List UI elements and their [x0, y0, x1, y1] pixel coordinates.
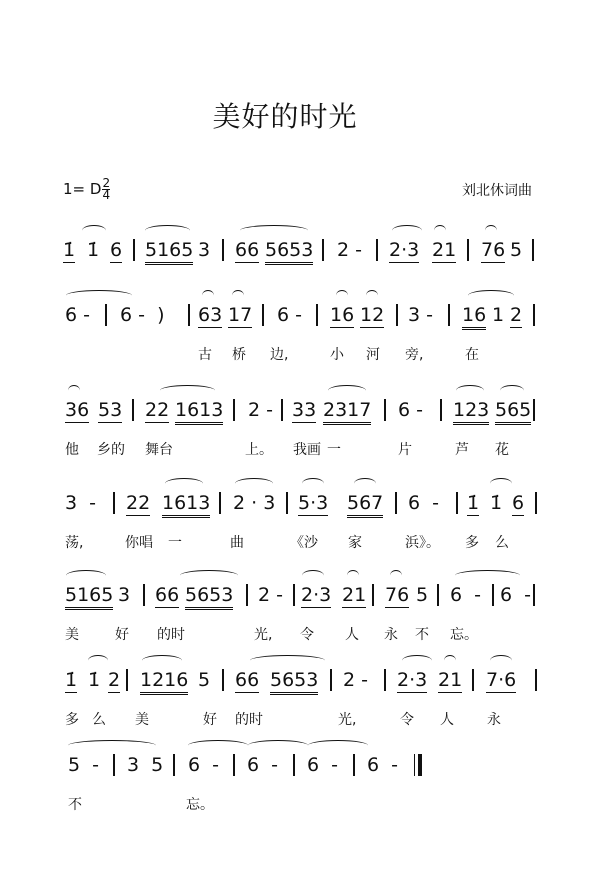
barline: [316, 304, 318, 326]
lyric: 多: [65, 712, 79, 728]
note-group: 76: [385, 584, 410, 606]
lyric: 的时: [235, 712, 263, 728]
composer-credit: 刘北休词曲: [462, 183, 532, 199]
slur-mark: [366, 290, 378, 301]
lyric: 在: [465, 347, 479, 363]
slur-mark: [390, 570, 402, 581]
slur-mark: [142, 655, 182, 666]
slur-mark: [240, 225, 308, 236]
barline: [535, 669, 537, 691]
slur-mark: [490, 478, 512, 489]
lyric: 令: [300, 627, 314, 643]
note-group: 6 -: [307, 754, 339, 776]
note-group: 3 5: [127, 754, 164, 776]
note-group: 2317: [323, 399, 371, 425]
slur-mark: [328, 385, 366, 396]
note-group: 565: [495, 399, 531, 425]
barline: [330, 669, 332, 691]
lyric: 美: [65, 627, 79, 643]
note-group: 5 -: [68, 754, 100, 776]
note-group: 6 - ): [120, 304, 165, 326]
lyric: 的时: [157, 627, 185, 643]
note-group: 2·3: [389, 239, 420, 261]
song-title: 美好的时光: [212, 100, 358, 133]
slur-mark: [490, 655, 512, 666]
note-group: 5165: [145, 239, 193, 265]
lyric: 边,: [270, 347, 289, 363]
barline: [472, 669, 474, 691]
lyric: 古: [198, 347, 212, 363]
note-group: 3 -: [65, 492, 97, 514]
slur-mark: [302, 570, 324, 581]
slur-mark: [444, 655, 456, 666]
slur-mark: [68, 740, 156, 751]
lyric: 花: [495, 442, 509, 458]
lyric: 么: [92, 712, 106, 728]
barline: [532, 239, 534, 261]
note-group: 1̇: [87, 239, 100, 261]
slur-mark: [402, 655, 432, 666]
note-group: 3: [118, 584, 131, 606]
lyric: 舞台: [145, 442, 173, 458]
note-group: 6 -: [408, 492, 440, 514]
note-group: 2 -: [343, 669, 368, 691]
note-group: 5653: [265, 239, 313, 265]
barline: [395, 492, 397, 514]
note-group: 1̇: [88, 669, 101, 691]
note-group: 21: [432, 239, 457, 261]
lyric: 小: [330, 347, 344, 363]
barline: [132, 399, 134, 421]
barline: [105, 304, 107, 326]
note-group: 66: [155, 584, 180, 606]
note-group: 5: [198, 669, 211, 691]
lyric: 片: [398, 442, 412, 458]
barline: [322, 239, 324, 261]
note-group: 6 -: [277, 304, 302, 326]
score-line: [0, 478, 610, 558]
note-group: 2: [108, 669, 121, 691]
lyric: 浜》。: [405, 535, 440, 551]
note-group: 3 -: [408, 304, 433, 326]
barline: [384, 399, 386, 421]
barline: [188, 304, 190, 326]
slur-mark: [66, 570, 106, 581]
note-group: 123: [453, 399, 489, 425]
barline: [293, 584, 295, 606]
time-denominator: 4: [102, 188, 111, 202]
note-group: 5: [510, 239, 523, 261]
score-line: [0, 740, 610, 820]
barline: [173, 754, 175, 776]
slur-mark: [347, 570, 359, 581]
lyric: 上。: [245, 442, 273, 458]
note-group: 76: [481, 239, 506, 261]
lyric: 一: [327, 442, 341, 458]
note-group: 6 -: [398, 399, 423, 421]
barline: [222, 669, 224, 691]
slur-mark: [354, 478, 376, 489]
note-group: 1216: [140, 669, 188, 695]
barline: [143, 584, 145, 606]
note-group: 22: [126, 492, 151, 514]
note-group: 66: [235, 239, 260, 261]
barline: [246, 584, 248, 606]
slur-mark: [250, 655, 325, 666]
note-group: 1: [492, 304, 505, 326]
lyric: 《沙: [290, 535, 318, 551]
note-group: 6: [512, 492, 525, 514]
note-group: 567: [347, 492, 383, 518]
note-group: 7·6: [486, 669, 517, 691]
slur-mark: [248, 740, 308, 751]
lyric: 永: [487, 712, 501, 728]
slur-mark: [88, 655, 108, 666]
slur-mark: [180, 570, 238, 581]
note-group: 5165: [65, 584, 113, 610]
barline: [113, 754, 115, 776]
barline: [384, 669, 386, 691]
lyric: 不: [68, 797, 82, 813]
slur-mark: [82, 225, 106, 236]
note-group: 1̇: [467, 492, 480, 514]
lyric: 芦: [455, 442, 469, 458]
slur-mark: [392, 225, 422, 236]
note-group: 2·3: [301, 584, 332, 606]
barline: [219, 492, 221, 514]
slur-mark: [68, 385, 80, 396]
note-group: 12: [360, 304, 385, 326]
lyric: 忘。: [186, 797, 214, 813]
note-group: 2 -: [337, 239, 362, 261]
barline: [396, 304, 398, 326]
final-barline: [414, 754, 420, 776]
lyric: 荡,: [65, 535, 84, 551]
barline: [533, 304, 535, 326]
slur-mark: [165, 478, 203, 489]
time-numerator: 2: [102, 176, 111, 190]
barline: [440, 399, 442, 421]
slur-mark: [235, 478, 273, 489]
note-group: 1613: [162, 492, 210, 518]
score-line: [0, 290, 610, 370]
note-group: 21: [438, 669, 463, 691]
lyric: 令: [400, 712, 414, 728]
barline: [353, 754, 355, 776]
note-group: 16: [330, 304, 355, 326]
lyric: 美: [135, 712, 149, 728]
key-label: 1= D: [63, 180, 102, 198]
note-group: 6: [110, 239, 123, 261]
barline: [281, 399, 283, 421]
note-group: 6 -: [188, 754, 220, 776]
note-group: 33: [292, 399, 317, 421]
note-group: 21: [342, 584, 367, 606]
note-group: 66: [235, 669, 260, 691]
score-line: [0, 570, 610, 650]
barline: [448, 304, 450, 326]
lyric: 旁,: [405, 347, 424, 363]
lyric: 人: [440, 712, 454, 728]
barline: [533, 584, 535, 606]
barline: [113, 492, 115, 514]
note-group: 6 -: [450, 584, 482, 606]
note-group: 17: [228, 304, 253, 326]
note-group: 6 -: [65, 304, 90, 326]
slur-mark: [232, 290, 244, 301]
barline: [372, 584, 374, 606]
slur-mark: [456, 385, 484, 396]
note-group: 5653: [185, 584, 233, 610]
slur-mark: [336, 290, 348, 301]
lyric: 我画: [293, 442, 321, 458]
time-signature: [102, 178, 110, 201]
lyric: 家: [348, 535, 362, 551]
note-group: 2·3: [397, 669, 428, 691]
slur-mark: [500, 385, 524, 396]
note-group: 1̇: [65, 669, 78, 691]
note-group: 22: [145, 399, 170, 421]
note-group: 2 · 3: [233, 492, 276, 514]
note-group: 6 -: [500, 584, 532, 606]
note-group: 2 -: [248, 399, 273, 421]
lyric: 光,: [254, 627, 273, 643]
slur-mark: [468, 290, 514, 301]
note-group: 5: [416, 584, 429, 606]
note-group: 2 -: [258, 584, 283, 606]
barline: [286, 492, 288, 514]
barline: [233, 399, 235, 421]
barline: [293, 754, 295, 776]
slur-mark: [202, 290, 214, 301]
barline: [533, 399, 535, 421]
key-signature: [63, 178, 110, 201]
lyric: 多: [465, 535, 479, 551]
barline: [133, 239, 135, 261]
note-group: 1̇: [490, 492, 503, 514]
lyric: 河: [366, 347, 380, 363]
lyric: 么: [495, 535, 509, 551]
slur-mark: [188, 740, 248, 751]
lyric: 你唱: [125, 535, 153, 551]
barline: [262, 304, 264, 326]
barline: [492, 584, 494, 606]
note-group: 2: [510, 304, 523, 326]
note-group: 5·3: [298, 492, 329, 514]
slur-mark: [160, 385, 215, 396]
lyric: 他: [65, 442, 79, 458]
lyric: 乡的: [97, 442, 125, 458]
slur-mark: [308, 740, 368, 751]
slur-mark: [302, 478, 324, 489]
note-group: 6 -: [247, 754, 279, 776]
lyric: 不: [415, 627, 429, 643]
barline: [233, 754, 235, 776]
barline: [222, 239, 224, 261]
slur-mark: [455, 570, 520, 581]
barline: [437, 584, 439, 606]
slur-mark: [145, 225, 190, 236]
slur-mark: [66, 290, 132, 301]
note-group: 6 -: [367, 754, 399, 776]
note-group: 3: [198, 239, 211, 261]
lyric: 一: [168, 535, 182, 551]
lyric: 好: [115, 627, 129, 643]
lyric: 好: [203, 712, 217, 728]
lyric: 曲: [230, 535, 244, 551]
slur-mark: [434, 225, 446, 236]
note-group: 1̇: [63, 239, 76, 261]
note-group: 53: [98, 399, 123, 421]
lyric: 光,: [338, 712, 357, 728]
note-group: 5653: [270, 669, 318, 695]
lyric: 永: [384, 627, 398, 643]
note-group: 16: [462, 304, 486, 330]
score-line: [0, 655, 610, 735]
barline: [126, 669, 128, 691]
note-group: 63: [198, 304, 223, 326]
barline: [376, 239, 378, 261]
lyric: 桥: [232, 347, 246, 363]
note-group: 36: [65, 399, 90, 421]
barline: [535, 492, 537, 514]
score-line: [0, 385, 610, 465]
barline: [467, 239, 469, 261]
barline: [456, 492, 458, 514]
lyric: 忘。: [450, 627, 478, 643]
slur-mark: [485, 225, 497, 236]
note-group: 1613: [175, 399, 223, 425]
lyric: 人: [345, 627, 359, 643]
